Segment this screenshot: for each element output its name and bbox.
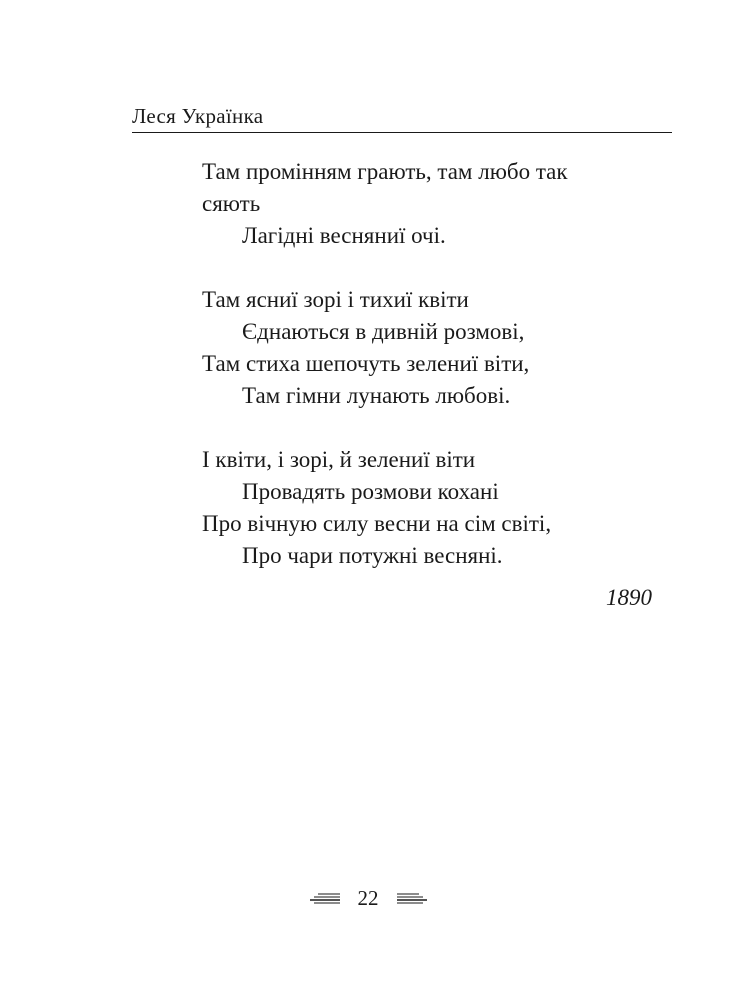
poem-line: Про чари потужні весняні. [242,543,503,568]
poem-date: 1890 [606,585,652,610]
stanza-3 [202,444,662,572]
poem-line: Лагідні весняниї очі. [242,223,446,248]
poem-line: Провадять розмови кохані [242,479,499,504]
left-ornament-icon [310,891,340,905]
poem-line: Там гімни лунають любові. [242,383,511,408]
stanza-2 [202,284,662,412]
page-footer [0,884,736,912]
page-number: 22 [357,886,379,910]
running-head: Леся Українка [132,104,264,128]
poem-line: Там промінням грають, там любо так [202,159,568,184]
stanza-1 [202,156,662,252]
header-rule [132,132,672,133]
poem-line: сяють [202,191,261,216]
poem-line: Про вічную силу весни на сім світі, [202,511,552,536]
poem [202,156,662,604]
right-ornament-icon [397,891,427,905]
poem-line: Там стиха шепочуть зелениї віти, [202,351,530,376]
poem-line: І квіти, і зорі, й зелениї віти [202,447,476,472]
poem-line: Там ясниї зорі і тихиї квіти [202,287,469,312]
poem-line: Єднаються в дивній розмові, [242,319,525,344]
